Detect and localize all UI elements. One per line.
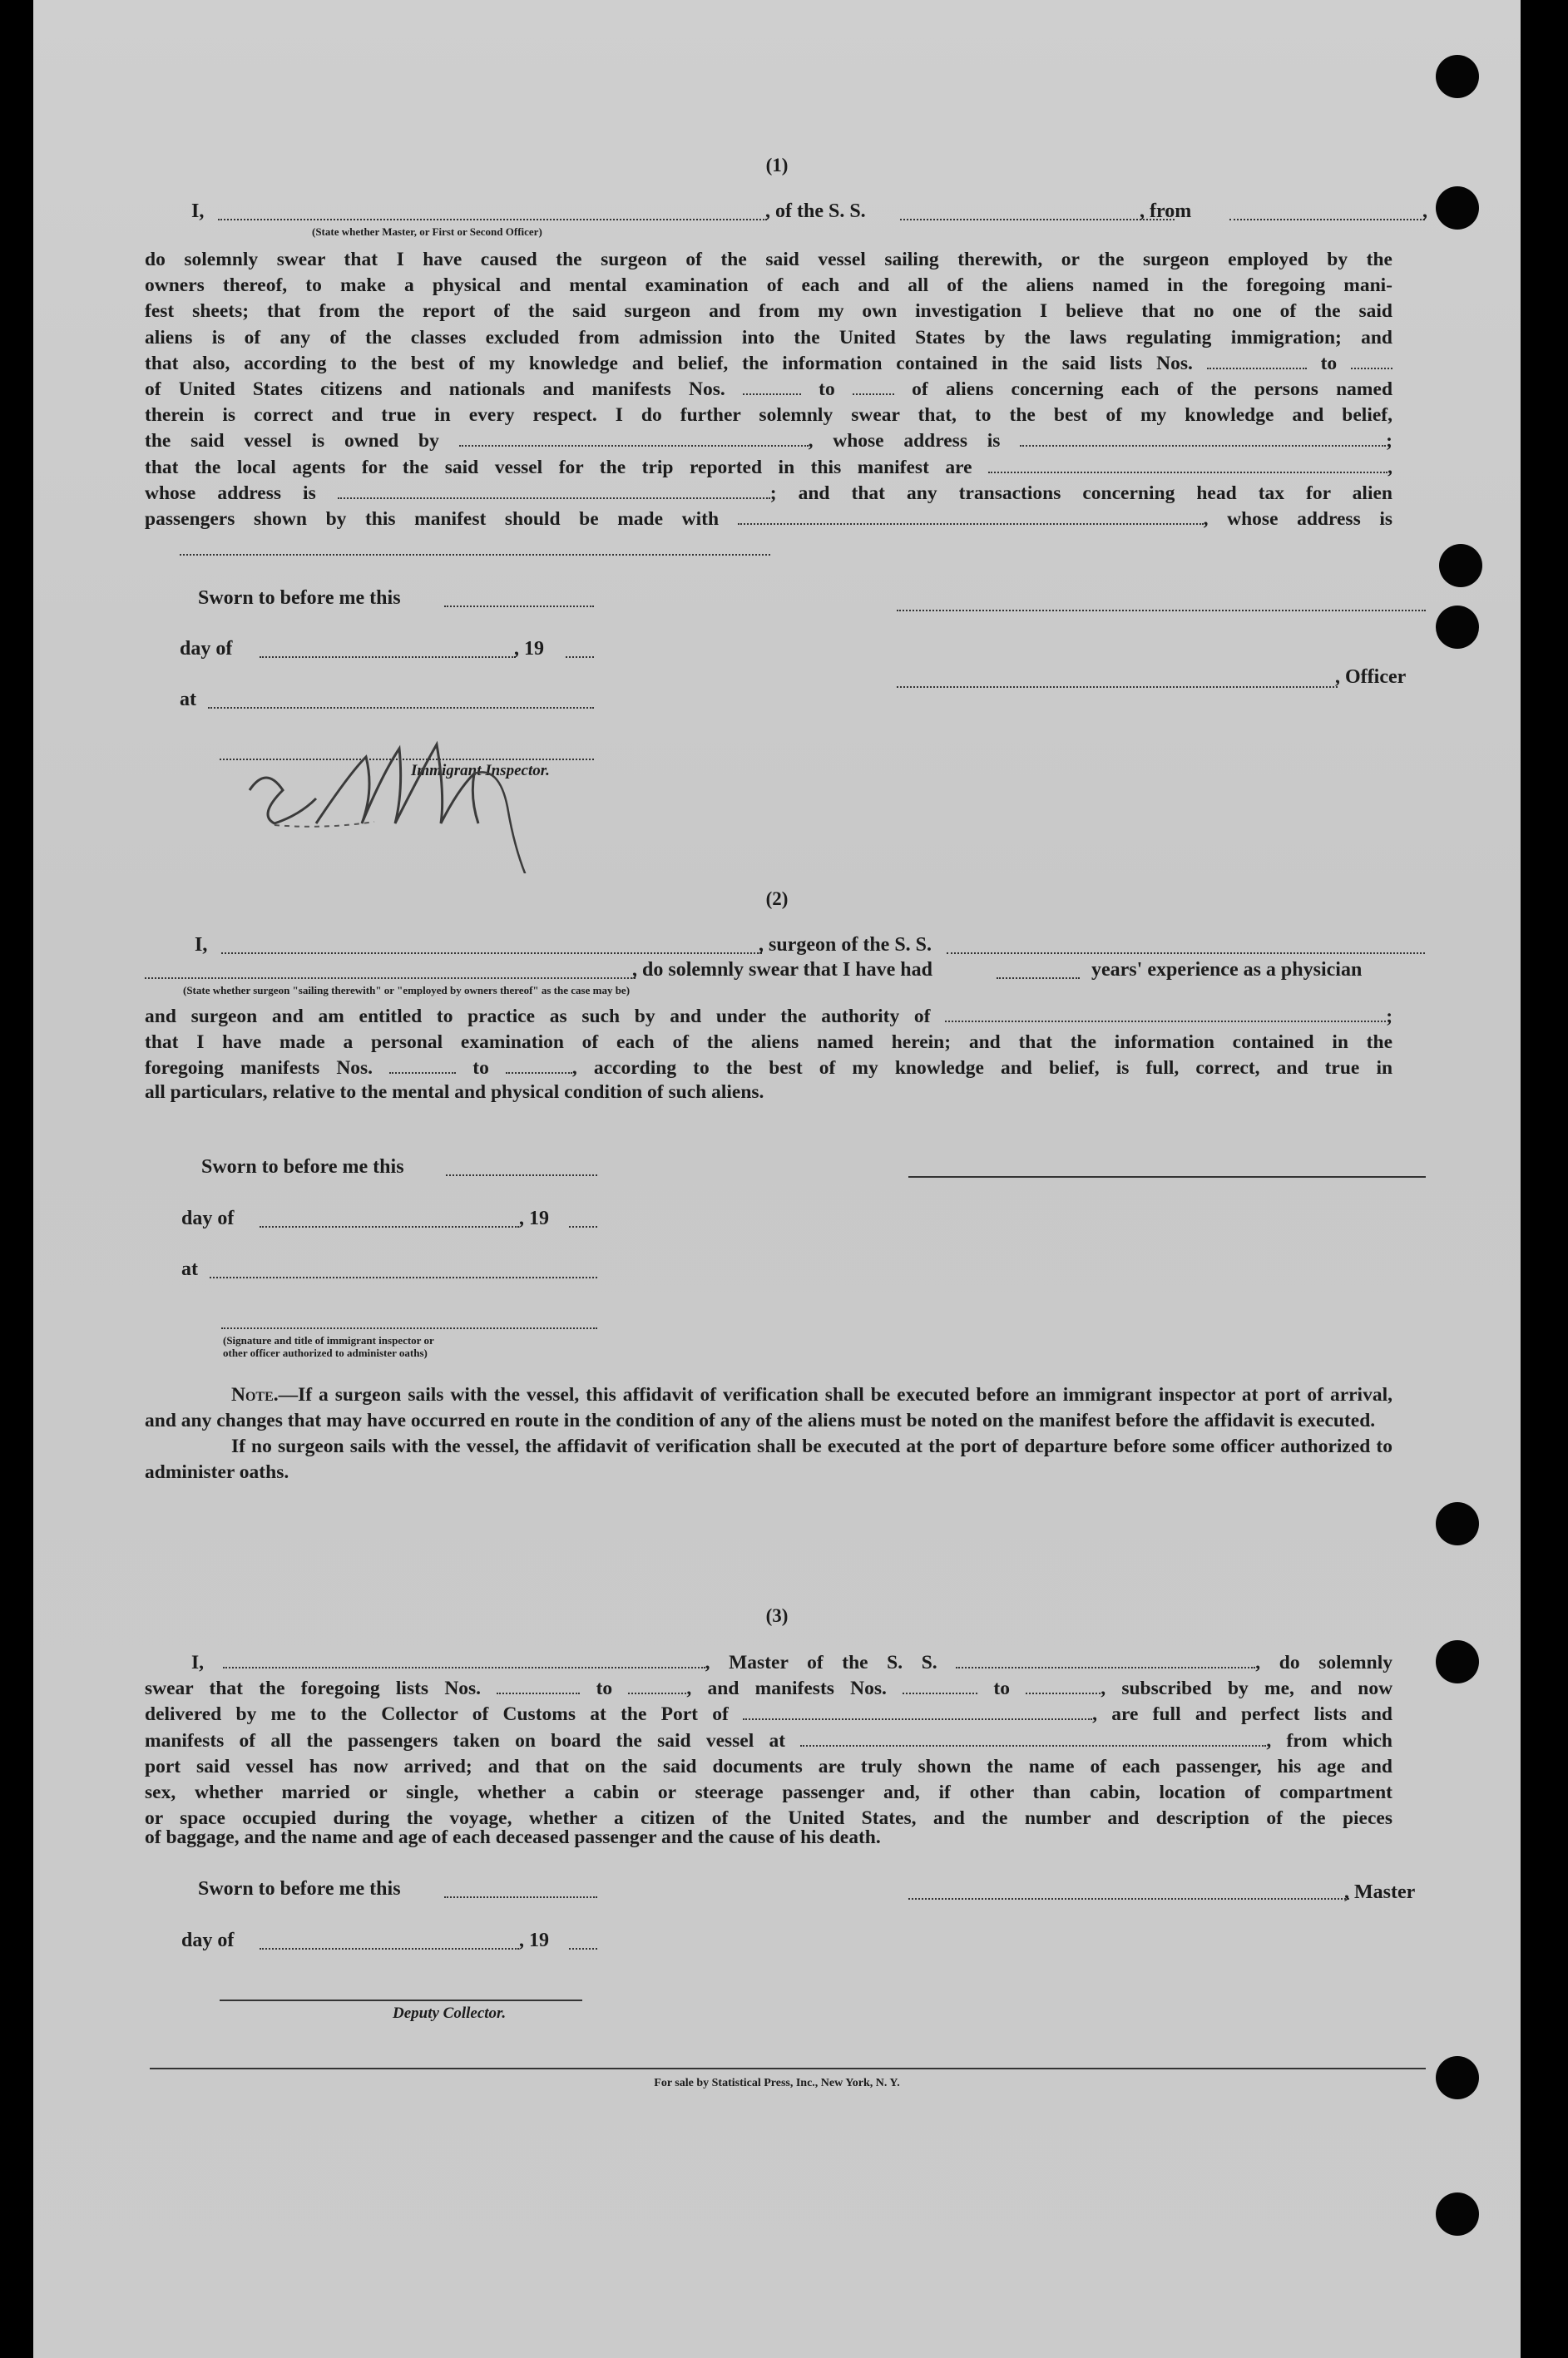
s3-last-line: of baggage, and the name and age of each deceased passenger and the cause of his death. — [145, 1827, 881, 1848]
s1-body-line-1: owners thereof, to make a physical and mental examination of each and all of the aliens named in the foregoing mani- — [145, 274, 1392, 297]
s2-line2-years: years' experience as a physician — [1091, 959, 1363, 981]
footer-rule — [150, 2068, 1426, 2069]
s1-lists-line: that also, according to the best of my knowledge and belief, the information contained in the said lists Nos. to — [145, 351, 1392, 377]
s1-sworn-field — [444, 606, 594, 607]
s2-year-label: , 19 — [519, 1208, 549, 1229]
s3-day-of-label: day of — [181, 1930, 235, 1951]
s1-day-field — [260, 656, 516, 658]
s3-body-line-2: or space occupied during the voyage, whether a citizen of the United States, and the number and description of the pieces — [145, 1807, 1392, 1830]
s2-day-of-label: day of — [181, 1208, 235, 1229]
section-3-number: (3) — [765, 1605, 789, 1626]
note-text-2: If no surgeon sails with the vessel, the affidavit of verification shall be executed at the port of departure before some officer authorized to administer oaths. — [145, 1436, 1392, 1483]
s1-line1-i: I, — [191, 200, 205, 222]
s3-line2: swear that the foregoing lists Nos. to , and manifests Nos. to , subscribed by me, and now — [145, 1678, 1393, 1700]
s1-passengers-line: passengers shown by this manifest should be made with , whose address is — [145, 508, 1392, 531]
s2-years-field — [997, 977, 1080, 979]
s2-surgeon-name-field — [221, 952, 762, 954]
inspector-signature — [200, 732, 665, 873]
s2-signature-line — [908, 1176, 1426, 1178]
punch-hole — [1436, 186, 1479, 230]
s1-line1-from: , from — [1140, 200, 1192, 222]
s1-day-of-label: day of — [180, 638, 233, 660]
s2-authority-line: and surgeon and am entitled to practice as such by and under the authority of ; — [145, 1006, 1393, 1027]
s1-body-line-2: fest sheets; that from the report of the said surgeon and from my own investigation I believe that no one of the said — [145, 300, 1392, 323]
s2-sig-caption-1: (Signature and title of immigrant inspector or — [223, 1334, 434, 1347]
punch-hole — [1436, 2056, 1479, 2099]
s3-collector-line — [220, 2000, 582, 2001]
s3-year-field — [569, 1948, 597, 1950]
s1-officer-label: , Officer — [1335, 666, 1407, 688]
s3-body-line-1: sex, whether married or single, whether a cabin or steerage passenger and, if other than cabin, location of compartment — [145, 1782, 1392, 1804]
s3-line4: manifests of all the passengers taken on board the said vessel at , from which — [145, 1729, 1392, 1752]
s2-examination-line: that I have made a personal examination of each of the aliens named herein; and that the information contained in the — [145, 1031, 1392, 1054]
punch-hole — [1439, 544, 1482, 587]
s1-body-line-3: aliens is of any of the classes excluded from admission into the United States by the laws regulating immigration; and — [145, 326, 1392, 349]
s1-year-field — [566, 656, 594, 658]
s2-vessel-field — [947, 952, 1425, 954]
s2-at-field — [210, 1277, 597, 1278]
s2-line1-i: I, — [195, 934, 208, 956]
bleed-through-text — [208, 104, 224, 129]
s3-year-label: , 19 — [519, 1930, 549, 1951]
s2-status-caption: (State whether surgeon "sailing therewith" or "employed by owners thereof" as the case may be) — [183, 984, 631, 996]
s3-master-label: , Master — [1344, 1881, 1416, 1903]
s2-particulars-line: all particulars, relative to the mental and physical condition of such aliens. — [145, 1081, 764, 1103]
s2-status-field — [145, 977, 636, 979]
s1-at-field — [208, 707, 594, 709]
note-label: Note. — [231, 1384, 279, 1406]
punch-hole — [1436, 2192, 1479, 2236]
s1-officer-line — [897, 686, 1338, 688]
s1-sworn-label: Sworn to before me this — [198, 587, 401, 609]
s3-day-field — [260, 1948, 519, 1950]
s1-line1-comma: , — [1422, 200, 1427, 222]
s2-at-label: at — [181, 1258, 198, 1280]
s2-year-field — [569, 1226, 597, 1228]
s2-sig-caption-2: other officer authorized to administer oaths) — [223, 1347, 428, 1359]
s1-line1-ss: , of the S. S. — [765, 200, 866, 222]
s2-sworn-field — [446, 1174, 597, 1176]
s3-line3: delivered by me to the Collector of Customs at the Port of , are full and perfect lists and — [145, 1703, 1392, 1726]
punch-hole — [1436, 1502, 1479, 1545]
s1-signature-line — [897, 610, 1426, 611]
s1-body-line-0: do solemnly swear that I have caused the surgeon of the said vessel sailing therewith, or the surgeon employed by the — [145, 249, 1392, 270]
s3-body-line-0: port said vessel has now arrived; and that on the said documents are truly shown the name of each passenger, his age and — [145, 1755, 1392, 1777]
s3-master-line — [908, 1898, 1349, 1900]
footer-printer: For sale by Statistical Press, Inc., New York, N. Y. — [654, 2077, 900, 2089]
s1-address-line: whose address is ; and that any transactions concerning head tax for alien — [145, 482, 1392, 504]
punch-hole — [1436, 1640, 1479, 1683]
section-2-number: (2) — [765, 888, 789, 909]
s1-year-label: , 19 — [514, 638, 544, 660]
s1-owned-line: the said vessel is owned by , whose address is ; — [145, 430, 1392, 452]
s1-citizens-line: of United States citizens and nationals and manifests Nos. to of aliens concerning each of the persons named — [145, 378, 1393, 401]
s1-officer-caption: (State whether Master, or First or Second Officer) — [312, 225, 542, 238]
s2-day-field — [260, 1226, 519, 1228]
s1-oath-paragraph — [145, 247, 1392, 532]
s1-vessel-name-field — [900, 219, 1175, 220]
s2-note — [145, 1382, 1392, 1485]
s2-line1-ss: , surgeon of the S. S. — [759, 934, 932, 956]
s3-collector-caption: Deputy Collector. — [393, 2005, 507, 2022]
s2-line2-swear: , do solemnly swear that I have had — [632, 959, 932, 981]
s3-sworn-field — [444, 1896, 597, 1898]
s2-inspector-line — [221, 1327, 597, 1329]
section-1-number: (1) — [765, 155, 789, 175]
s2-sworn-label: Sworn to before me this — [201, 1156, 404, 1178]
s3-sworn-label: Sworn to before me this — [198, 1878, 401, 1900]
s1-from-field — [1229, 219, 1425, 220]
note-text: —If a surgeon sails with the vessel, this affidavit of verification shall be executed before an immigrant inspector at port of arrival, and any changes that may have occurred en route in the condition of any of the aliens must be noted on the manifest before the affidavit is executed. — [145, 1384, 1392, 1431]
punch-hole — [1436, 55, 1479, 98]
s1-therein-line: therein is correct and true in every respect. I do further solemnly swear that, to the best of my knowledge and belief, — [145, 404, 1392, 427]
s3-line1: I, , Master of the S. S. , do solemnly — [191, 1652, 1392, 1673]
s1-agents-line: that the local agents for the said vessel for the trip reported in this manifest are , — [145, 456, 1392, 478]
s1-continued-field — [180, 554, 770, 556]
punch-hole — [1436, 606, 1479, 649]
s2-manifests-line: foregoing manifests Nos. to , according to the best of my knowledge and belief, is full, correct, and true in — [145, 1057, 1393, 1080]
s3-oath-paragraph — [145, 1650, 1392, 1832]
s1-officer-name-field — [218, 219, 767, 220]
manifest-verification-sheet — [33, 0, 1521, 2358]
s1-at-label: at — [180, 689, 196, 710]
s2-oath-paragraph — [145, 1004, 1392, 1082]
s1-inspector-caption: Immigrant Inspector. — [411, 762, 550, 779]
